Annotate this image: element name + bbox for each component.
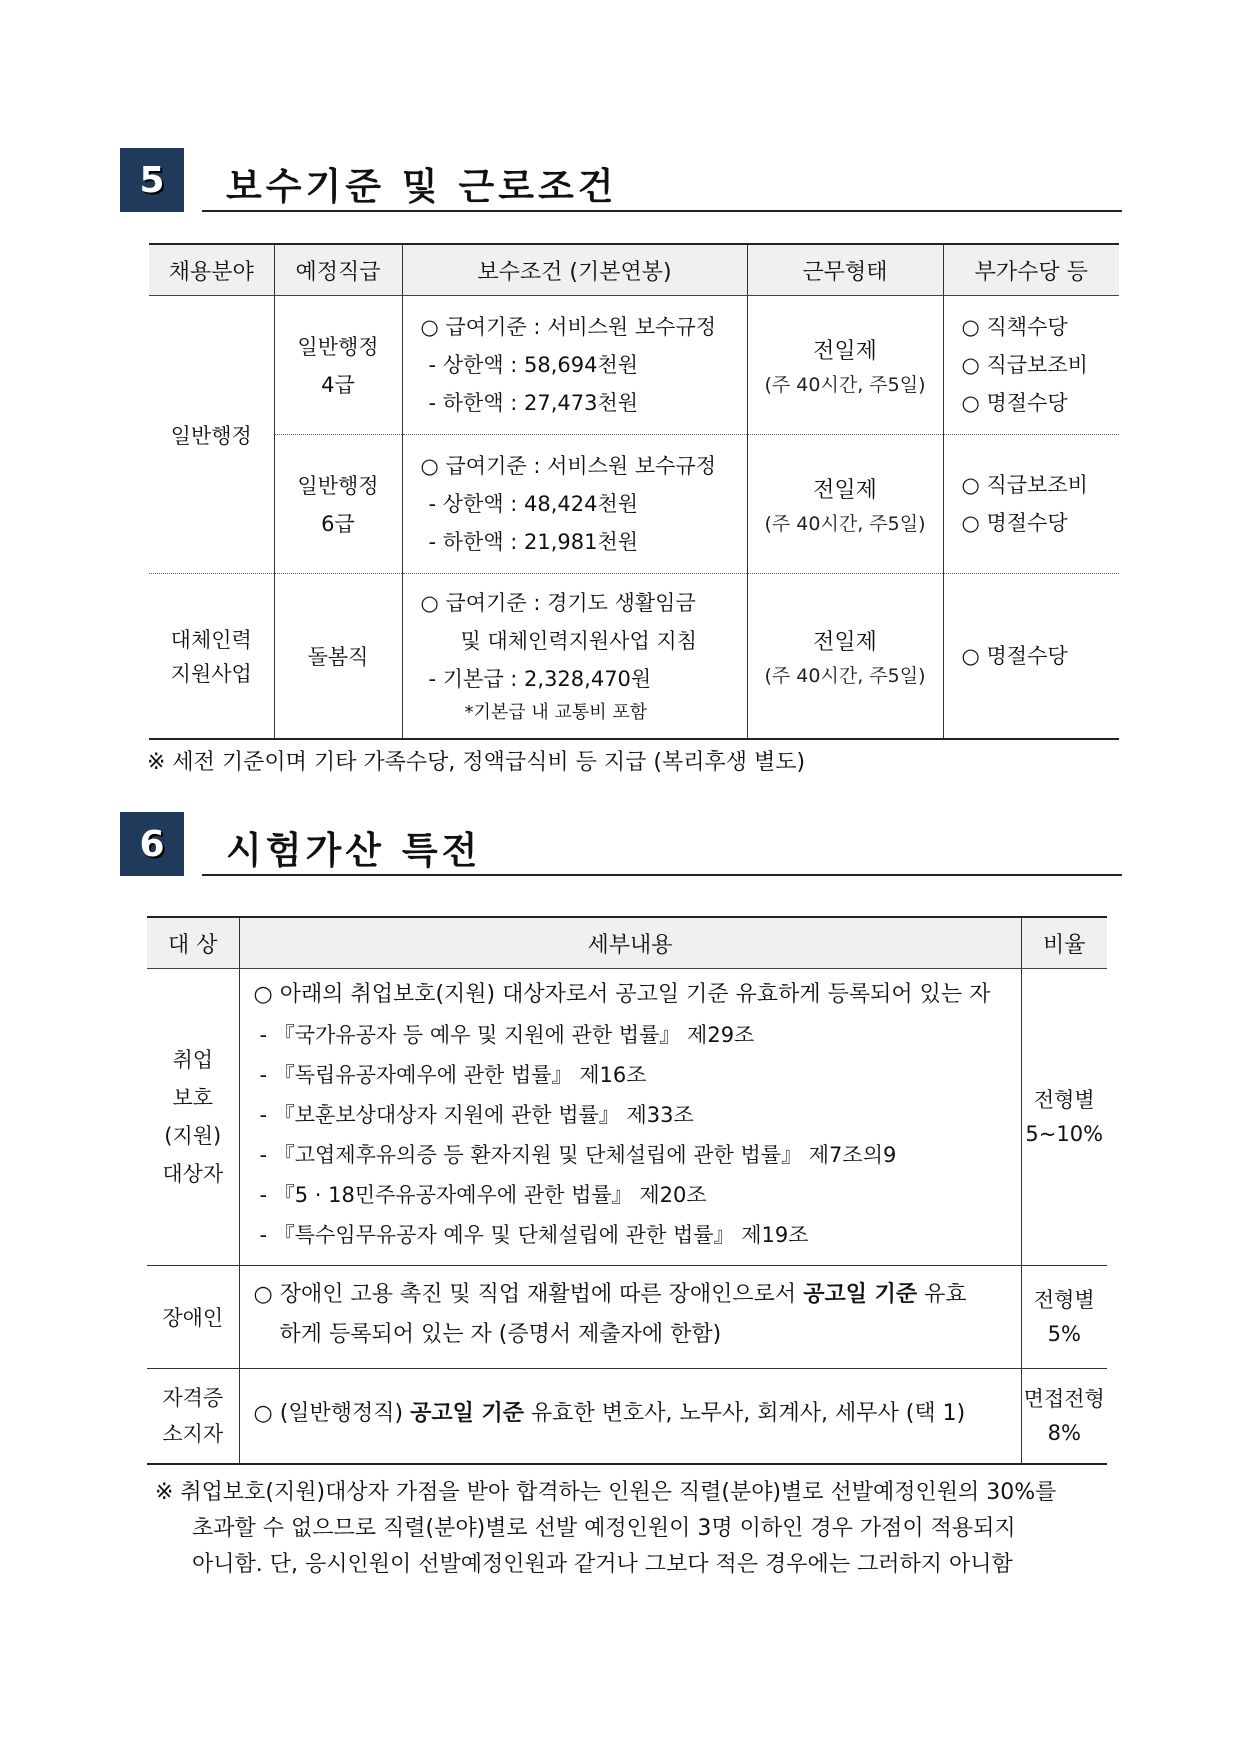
- allowance-cell: [943, 296, 1119, 435]
- law-item: - 『독립유공자예우에 관한 법률』 제16조: [259, 1063, 647, 1087]
- grade-line: 4급: [321, 373, 355, 397]
- pay-line: - 상한액 : 48,424천원: [428, 492, 639, 516]
- section-title: 보수기준 및 근로조건: [226, 165, 618, 208]
- detail-bold: 공고일 기준: [803, 1282, 918, 1307]
- work-type-cell: [747, 435, 943, 574]
- target-line: 취업: [172, 1048, 214, 1072]
- field-cell: 일반행정: [149, 296, 274, 574]
- pay-line: ○ 급여기준 : 경기도 생활임금: [420, 591, 696, 615]
- field-line: 대체인력: [170, 628, 252, 652]
- allowance-cell: [943, 435, 1119, 574]
- pay-conditions-table: [149, 243, 1119, 740]
- grade-line: 일반행정: [297, 335, 379, 359]
- work-type-cell: [747, 574, 943, 740]
- bonus-points-table: [147, 916, 1107, 1465]
- work-main: 전일제: [813, 629, 877, 655]
- detail-bold: 공고일 기준: [410, 1401, 525, 1426]
- detail-main: ○ 아래의 취업보호(지원) 대상자로서 공고일 기준 유효하게 등록되어 있는 자: [253, 982, 991, 1007]
- detail-cell: [239, 969, 1021, 1266]
- ratio-line: 면접전형: [1023, 1387, 1105, 1411]
- table-row: [149, 435, 1119, 574]
- work-sub: (주 40시간, 주5일): [764, 664, 926, 687]
- table-row: [147, 1266, 1107, 1369]
- detail-line: 하게 등록되어 있는 자 (증명서 제출자에 한함): [279, 1322, 722, 1347]
- pay-line: - 하한액 : 21,981천원: [428, 530, 639, 554]
- work-sub: (주 40시간, 주5일): [764, 512, 926, 535]
- target-cell: [147, 1369, 239, 1465]
- col-header: 비율: [1021, 917, 1107, 969]
- field-line: 지원사업: [170, 662, 252, 686]
- col-header: 보수조건 (기본연봉): [402, 244, 747, 296]
- pay-line: - 상한액 : 58,694천원: [428, 353, 639, 377]
- grade-line: 6급: [321, 512, 355, 536]
- pay-line: 및 대체인력지원사업 지침: [460, 629, 697, 653]
- note-line: 아니함. 단, 응시인원이 선발예정인원과 같거나 그보다 적은 경우에는 그러하지 아니함: [192, 1552, 1013, 1577]
- field-cell: [149, 574, 274, 740]
- detail-text: 유효한 변호사, 노무사, 회계사, 세무사 (택 1): [524, 1401, 966, 1426]
- pay-note: *기본급 내 교통비 포함: [464, 702, 648, 723]
- pay-cell: [402, 435, 747, 574]
- detail-text: 유효: [917, 1282, 967, 1307]
- grade-cell: [274, 435, 402, 574]
- table-row: [149, 296, 1119, 435]
- ratio-line: 5~10%: [1025, 1122, 1104, 1146]
- detail-text: ○ (일반행정직): [253, 1401, 411, 1426]
- target-cell: [147, 969, 239, 1266]
- target-cell: 장애인: [147, 1266, 239, 1369]
- ratio-line: 전형별: [1033, 1288, 1095, 1312]
- section-5-header: [120, 148, 1120, 212]
- ratio-line: 전형별: [1033, 1088, 1095, 1112]
- grade-cell: [274, 296, 402, 435]
- ratio-line: 5%: [1047, 1322, 1081, 1346]
- pay-line: - 기본급 : 2,328,470원: [428, 667, 652, 691]
- pay-cell: [402, 296, 747, 435]
- work-type-cell: [747, 296, 943, 435]
- section-title: 시험가산 특전: [226, 829, 482, 872]
- work-main: 전일제: [813, 477, 877, 503]
- law-item: - 『국가유공자 등 예우 및 지원에 관한 법률』 제29조: [259, 1023, 755, 1047]
- ratio-line: 8%: [1047, 1421, 1081, 1445]
- detail-text: ○ 장애인 고용 촉진 및 직업 재활법에 따른 장애인으로서: [253, 1282, 804, 1307]
- pay-line: ○ 급여기준 : 서비스원 보수규정: [420, 315, 717, 339]
- col-header: 세부내용: [239, 917, 1021, 969]
- detail-main: [254, 1394, 1011, 1434]
- table-header-row: [147, 917, 1107, 969]
- col-header: 부가수당 등: [943, 244, 1119, 296]
- title-underline: [202, 210, 1122, 212]
- note-line: ※ 취업보호(지원)대상자 가점을 받아 합격하는 인원은 직렬(분야)별로 선발예정인원의 30%를: [155, 1480, 1057, 1505]
- pay-line: ○ 급여기준 : 서비스원 보수규정: [420, 454, 717, 478]
- law-item: - 『5 · 18민주유공자예우에 관한 법률』 제20조: [259, 1183, 707, 1207]
- section-number: 6: [120, 812, 184, 876]
- detail-cell: [239, 1266, 1021, 1369]
- target-line: (지원): [164, 1124, 222, 1148]
- pay-cell: [402, 574, 747, 740]
- section-5-note: ※ 세전 기준이며 기타 가족수당, 정액급식비 등 지급 (복리후생 별도): [147, 750, 806, 775]
- ratio-cell: [1021, 1369, 1107, 1465]
- work-main: 전일제: [813, 338, 877, 364]
- target-line: 보호: [172, 1086, 214, 1110]
- section-6-note: [155, 1475, 1125, 1583]
- allowance-item: ○ 직급보조비: [961, 473, 1088, 497]
- allowance-cell: [943, 574, 1119, 740]
- detail-main: [254, 1275, 1011, 1315]
- allowance-item: ○ 명절수당: [961, 511, 1068, 535]
- table-row: [149, 574, 1119, 740]
- allowance-item: ○ 직급보조비: [961, 353, 1088, 377]
- col-header: 예정직급: [274, 244, 402, 296]
- col-header: 채용분야: [149, 244, 274, 296]
- target-line: 대상자: [162, 1162, 224, 1186]
- table-header-row: [149, 244, 1119, 296]
- work-sub: (주 40시간, 주5일): [764, 373, 926, 396]
- table-row: [147, 969, 1107, 1266]
- grade-line: 일반행정: [297, 474, 379, 498]
- section-6-header: [120, 812, 1120, 876]
- law-item: - 『특수임무유공자 예우 및 단체설립에 관한 법률』 제19조: [259, 1223, 809, 1247]
- allowance-item: ○ 명절수당: [961, 644, 1068, 668]
- section-number: 5: [120, 148, 184, 212]
- col-header: 근무형태: [747, 244, 943, 296]
- title-underline: [202, 874, 1122, 876]
- note-line: 초과할 수 없으므로 직렬(분야)별로 선발 예정인원이 3명 이하인 경우 가점이 적용되지: [192, 1516, 1016, 1541]
- allowance-item: ○ 명절수당: [961, 391, 1068, 415]
- ratio-cell: [1021, 1266, 1107, 1369]
- pay-line: - 하한액 : 27,473천원: [428, 391, 639, 415]
- ratio-cell: [1021, 969, 1107, 1266]
- allowance-item: ○ 직책수당: [961, 315, 1068, 339]
- law-item: - 『보훈보상대상자 지원에 관한 법률』 제33조: [259, 1103, 694, 1127]
- grade-cell: 돌봄직: [274, 574, 402, 740]
- target-line: 소지자: [162, 1422, 224, 1446]
- table-row: [147, 1369, 1107, 1465]
- law-item: - 『고엽제후유의증 등 환자지원 및 단체설립에 관한 법률』 제7조의9: [259, 1143, 897, 1167]
- target-line: 자격증: [162, 1386, 224, 1410]
- col-header: 대 상: [147, 917, 239, 969]
- detail-cell: [239, 1369, 1021, 1465]
